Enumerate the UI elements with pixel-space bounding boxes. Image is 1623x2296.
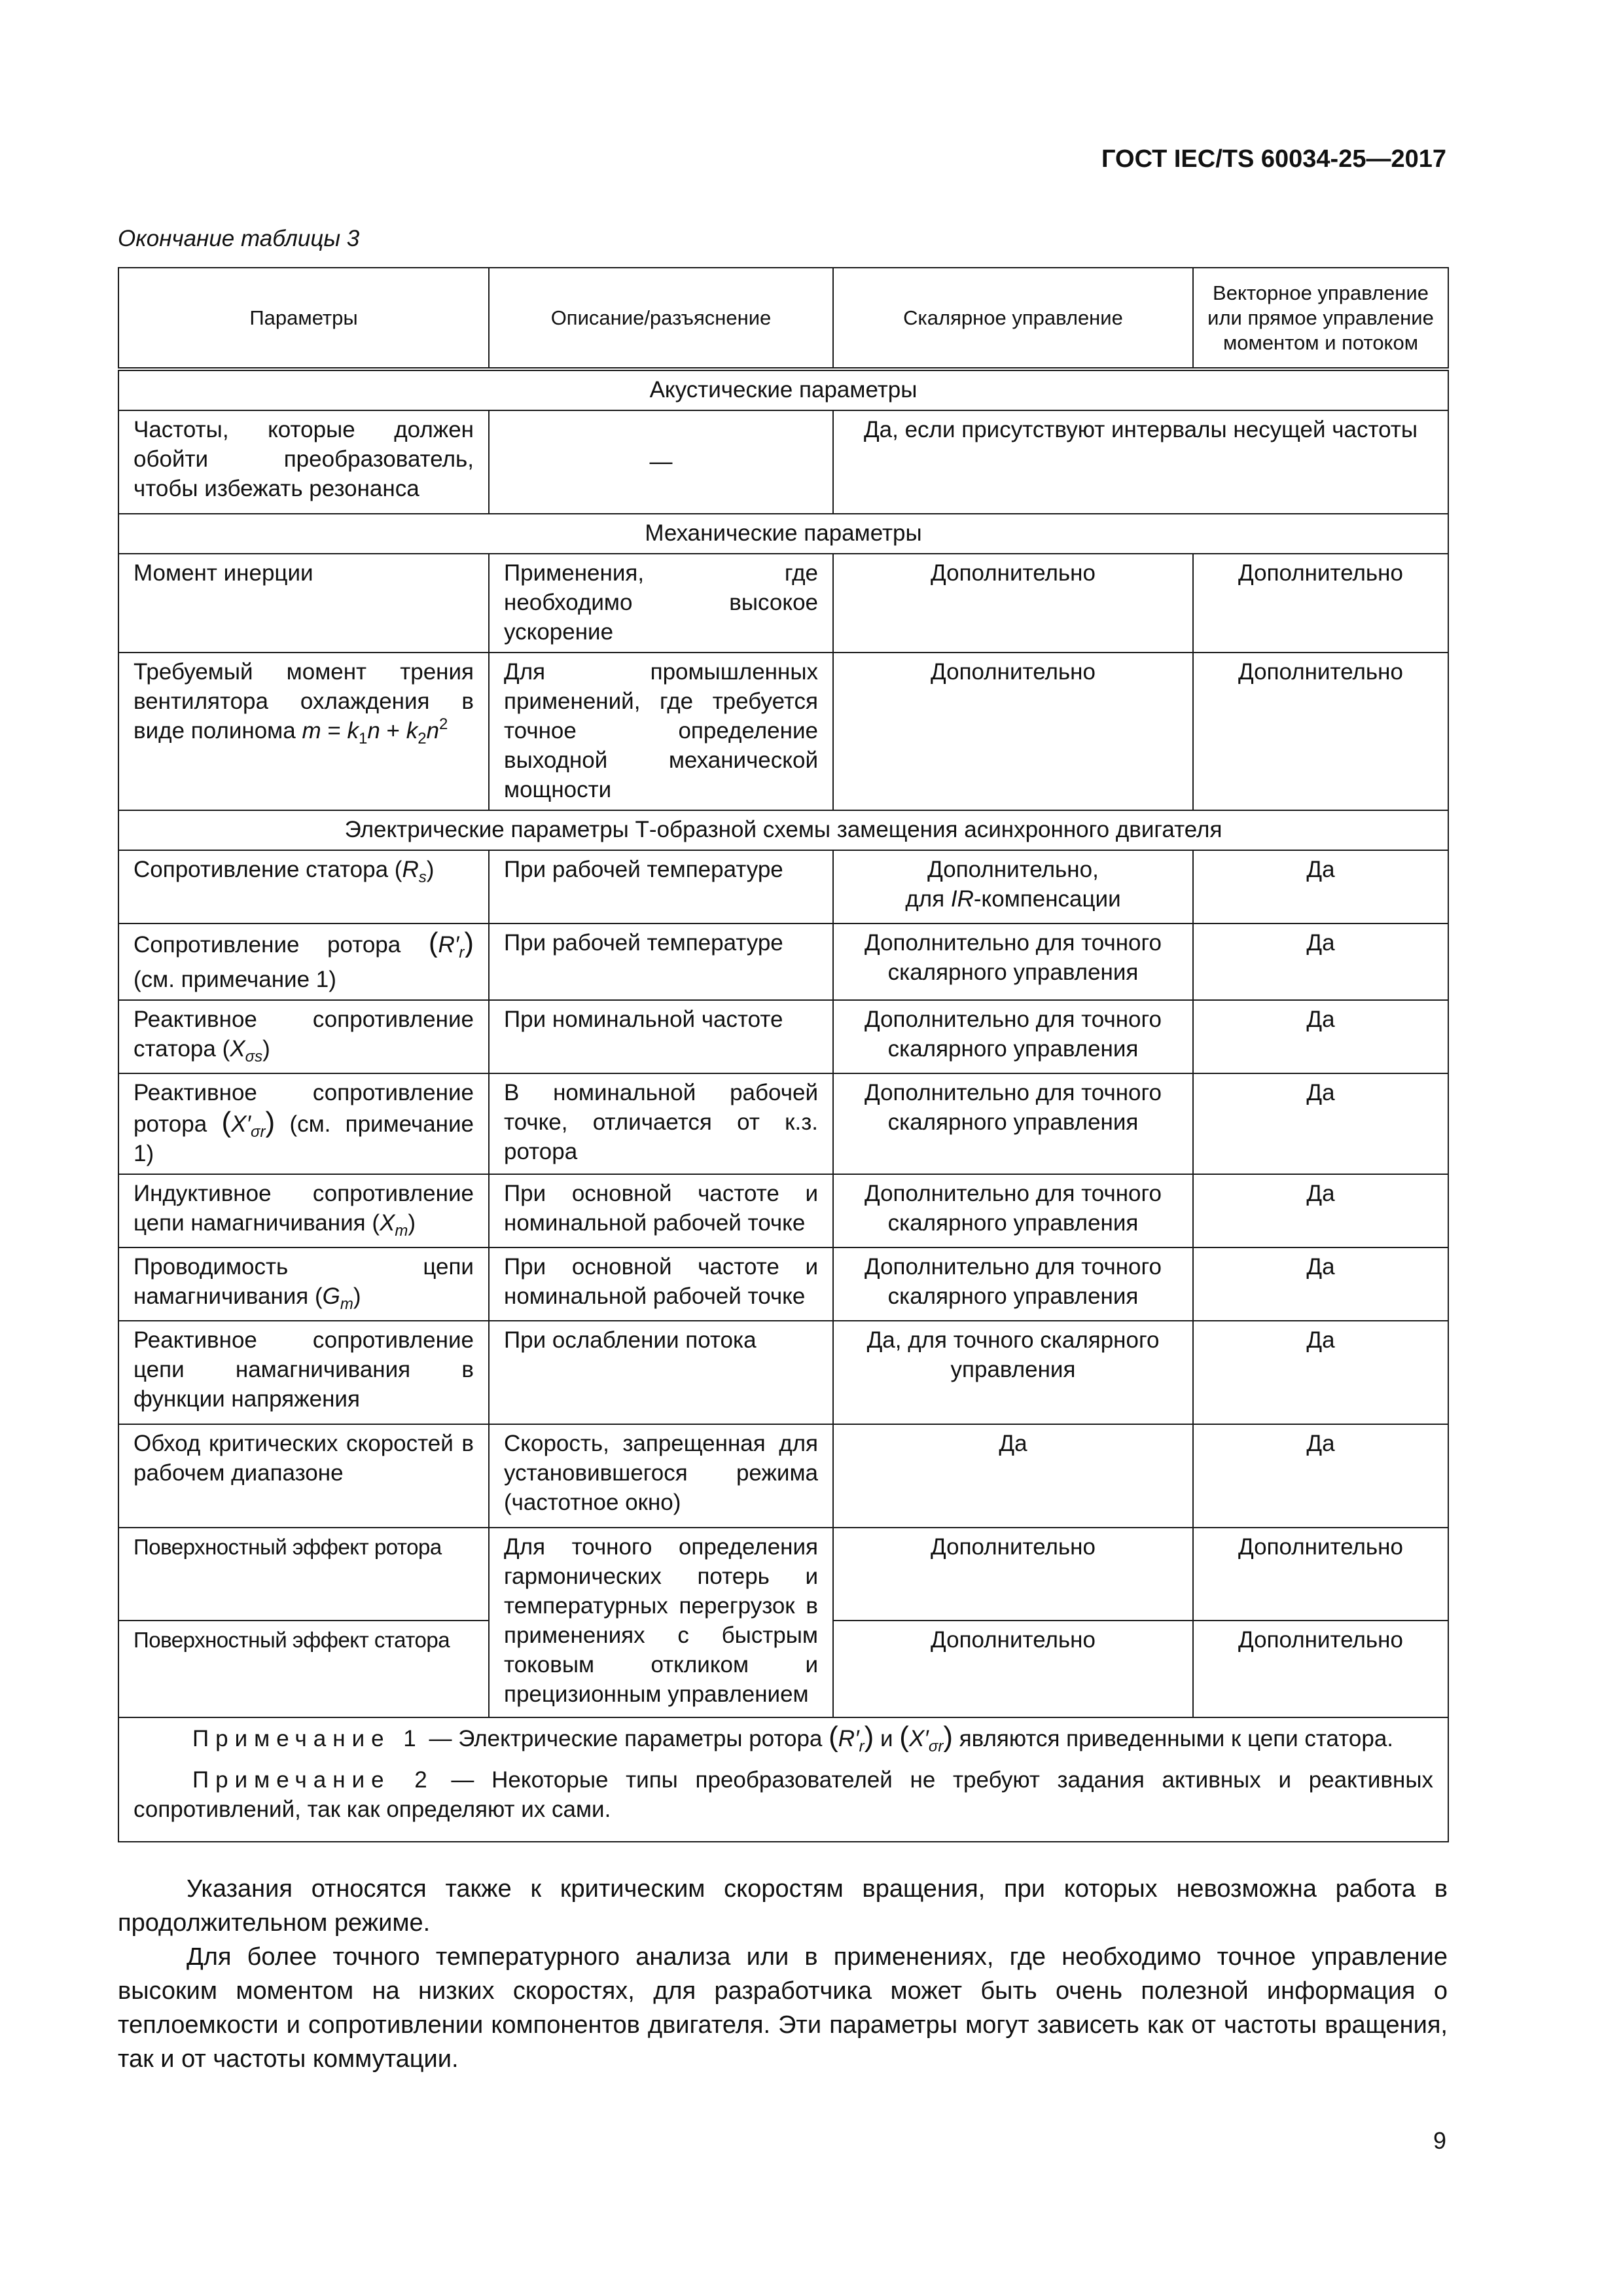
param-cell: Сопротивление ротора $(R'_r)$ (см. примечание 1)	[118, 924, 489, 1000]
table-header-row	[118, 268, 1448, 369]
parameters-table	[118, 267, 1449, 1842]
scalar-cell: Дополнительно для точного скалярного управления	[833, 1174, 1193, 1247]
symbol-sub: r	[459, 944, 465, 958]
column-header-parameters: Параметры	[118, 268, 489, 369]
symbol: X′	[231, 1111, 251, 1137]
param-text: Реактивное сопротивление ротора	[134, 1080, 474, 1137]
desc-cell: Для точного определения гармонических потерь и температурных перегрузок в применениях с быстрым токовым откликом и прецизионным управлением	[489, 1528, 833, 1717]
param-note-ref: (см. примечание 1)	[134, 1111, 474, 1166]
scalar-cell: Дополнительно	[833, 1528, 1193, 1621]
table-row	[118, 850, 1448, 924]
symbol-sub: σr	[251, 1123, 266, 1141]
formula-sub1: 1	[358, 730, 368, 747]
section-electrical: Электрические параметры Т-образной схемы замещения асинхронного двигателя	[118, 810, 1448, 850]
note-1-symbol-1-sub: r	[859, 1738, 865, 1755]
desc-cell: Применения, где необходимо высокое ускорение	[489, 554, 833, 653]
scalar-cell	[833, 850, 1193, 924]
document-id: ГОСТ IEC/TS 60034-25—2017	[1101, 145, 1446, 173]
note-1: Примечание 1 — Электрические параметры ротора $(R'_r)$ и $(X'_{\sigma r})$ являются приведенными к цепи статора.	[192, 1721, 1394, 1755]
note-1-symbol-2-sub: σr	[928, 1738, 944, 1755]
paren-close: )	[353, 1283, 361, 1309]
column-header-scalar: Скалярное управление	[833, 268, 1193, 369]
section-row	[118, 369, 1448, 410]
param-cell	[118, 653, 489, 810]
scalar-cell: Дополнительно для точного скалярного управления	[833, 1247, 1193, 1321]
table-row	[118, 1321, 1448, 1424]
param-cell: Реактивное сопротивление ротора $(X'_{\sigma r})$ (см. примечание 1)	[118, 1073, 489, 1174]
vector-cell: Да	[1193, 1247, 1448, 1321]
note-1-symbol-1: R′	[838, 1726, 859, 1751]
paragraph-1: Указания относятся также к критическим скоростям вращения, при которых невозможна работа в продолжительном режиме.	[118, 1875, 1448, 1937]
scalar-cell: Дополнительно для точного скалярного управления	[833, 924, 1193, 1000]
symbol: G	[322, 1283, 340, 1309]
param-cell	[118, 1174, 489, 1247]
param-cell: Поверхностный эффект ротора	[118, 1528, 489, 1621]
section-acoustic: Акустические параметры	[118, 369, 1448, 410]
note-2-label: Примечание 2	[192, 1767, 434, 1793]
page-number: 9	[1433, 2127, 1446, 2154]
merged-control-cell: Да, если присутствуют интервалы несущей частоты	[833, 410, 1448, 514]
table-row	[118, 924, 1448, 1000]
paragraph-2: Для более точного температурного анализа или в применениях, где необходимо точное управление высоким моментом на низких скоростях, для разработчика может быть очень полезной информация о теплоемкости и сопротивлении компонентов двигателя. Эти параметры могут зависеть как от частоты вращения, так и от частоты коммутации.	[118, 1943, 1448, 2073]
formula-k1: k	[347, 718, 359, 744]
desc-cell: Скорость, запрещенная для установившегося режима (частотное окно)	[489, 1424, 833, 1528]
vector-cell: Дополнительно	[1193, 653, 1448, 810]
param-cell	[118, 850, 489, 924]
formula-n2: n	[426, 718, 440, 744]
note-1-text-a: — Электрические параметры ротора	[422, 1726, 829, 1751]
scalar-cell: Дополнительно	[833, 554, 1193, 653]
table-caption: Окончание таблицы 3	[118, 226, 360, 251]
section-row	[118, 514, 1448, 554]
vector-cell: Да	[1193, 1174, 1448, 1247]
param-text: Реактивное сопротивление статора (	[134, 1007, 474, 1062]
symbol-sub: σs	[245, 1048, 263, 1066]
param-text: Требуемый момент трения вентилятора охлаждения в виде полинома	[134, 659, 474, 744]
param-cell: Реактивное сопротивление цепи намагничивания в функции напряжения	[118, 1321, 489, 1424]
vector-cell: Да	[1193, 1000, 1448, 1073]
scalar-line2a: для	[905, 886, 951, 912]
symbol-sub: m	[340, 1295, 353, 1313]
scalar-cell: Дополнительно	[833, 1621, 1193, 1717]
desc-cell: При основной частоте и номинальной рабочей точке	[489, 1247, 833, 1321]
vector-cell: Дополнительно	[1193, 1621, 1448, 1717]
desc-cell: В номинальной рабочей точке, отличается от к.з. ротора	[489, 1073, 833, 1174]
scalar-line1: Дополнительно,	[927, 857, 1099, 882]
param-cell	[118, 1000, 489, 1073]
note-1-symbol-2: X′	[908, 1726, 929, 1751]
table-row	[118, 1528, 1448, 1621]
vector-cell: Да	[1193, 850, 1448, 924]
param-cell: Частоты, которые должен обойти преобразователь, чтобы избежать резонанса	[118, 410, 489, 514]
desc-cell: Для промышленных применений, где требуется точное определение выходной механической мощности	[489, 653, 833, 810]
column-header-description: Описание/разъяснение	[489, 268, 833, 369]
param-cell: Обход критических скоростей в рабочем диапазоне	[118, 1424, 489, 1528]
param-cell: Момент инерции	[118, 554, 489, 653]
notes-cell	[118, 1717, 1448, 1842]
symbol-sub: s	[418, 869, 427, 886]
param-cell	[118, 1247, 489, 1321]
vector-cell: Да	[1193, 924, 1448, 1000]
param-note-ref: (см. примечание 1)	[134, 967, 336, 992]
section-mechanical: Механические параметры	[118, 514, 1448, 554]
desc-cell: При рабочей температуре	[489, 924, 833, 1000]
column-header-vector: Векторное управление или прямое управление моментом и потоком	[1193, 268, 1448, 369]
param-text: Проводимость цепи намагничивания (	[134, 1254, 474, 1309]
table-row	[118, 1424, 1448, 1528]
desc-cell: —	[489, 410, 833, 514]
note-1-and: и	[874, 1726, 900, 1751]
notes-row	[118, 1717, 1448, 1842]
param-cell: Поверхностный эффект статора	[118, 1621, 489, 1717]
param-text: Сопротивление статора (	[134, 857, 402, 882]
desc-cell: При номинальной частоте	[489, 1000, 833, 1073]
symbol: X	[230, 1036, 245, 1062]
table-row	[118, 1073, 1448, 1174]
scalar-line2b: -компенсации	[973, 886, 1121, 912]
param-text: Индуктивное сопротивление цепи намагничивания (	[134, 1181, 474, 1236]
table-row	[118, 554, 1448, 653]
paren-close: )	[408, 1210, 416, 1236]
scalar-cell: Дополнительно для точного скалярного управления	[833, 1073, 1193, 1174]
desc-cell: При ослаблении потока	[489, 1321, 833, 1424]
table-row	[118, 1000, 1448, 1073]
formula-sup2: 2	[439, 715, 448, 733]
symbol: R′	[438, 932, 459, 958]
vector-cell: Да	[1193, 1424, 1448, 1528]
note-2	[134, 1765, 1433, 1824]
note-1-text-b: являются приведенными к цепи статора.	[953, 1726, 1394, 1751]
desc-cell: При рабочей температуре	[489, 850, 833, 924]
note-1-label: Примечание 1	[192, 1726, 423, 1751]
paren-close: )	[262, 1036, 270, 1062]
table-row	[118, 1174, 1448, 1247]
formula-sub2: 2	[418, 730, 427, 747]
scalar-cell: Да, для точного скалярного управления	[833, 1321, 1193, 1424]
formula-plus: +	[380, 718, 406, 744]
desc-cell: При основной частоте и номинальной рабочей точке	[489, 1174, 833, 1247]
table-row	[118, 1247, 1448, 1321]
section-row	[118, 810, 1448, 850]
formula-m: m	[302, 718, 321, 744]
vector-cell: Да	[1193, 1073, 1448, 1174]
note-2-text: — Некоторые типы преобразователей не требуют задания активных и реактивных сопротивлений, так как определяют их сами.	[134, 1767, 1433, 1822]
vector-cell: Дополнительно	[1193, 554, 1448, 653]
scalar-cell: Дополнительно	[833, 653, 1193, 810]
table-row	[118, 653, 1448, 810]
symbol-sub: m	[395, 1222, 408, 1240]
formula-k2: k	[406, 718, 418, 744]
table-row	[118, 410, 1448, 514]
body-text	[118, 1872, 1448, 2076]
param-text: Сопротивление ротора	[134, 932, 401, 958]
formula-eq: =	[321, 718, 348, 744]
scalar-cell: Да	[833, 1424, 1193, 1528]
scalar-cell: Дополнительно для точного скалярного управления	[833, 1000, 1193, 1073]
symbol: R	[402, 857, 419, 882]
vector-cell: Дополнительно	[1193, 1528, 1448, 1621]
symbol: X	[379, 1210, 395, 1236]
formula-n1: n	[367, 718, 380, 744]
vector-cell: Да	[1193, 1321, 1448, 1424]
scalar-ir: IR	[950, 886, 974, 912]
paren-close: )	[426, 857, 435, 882]
